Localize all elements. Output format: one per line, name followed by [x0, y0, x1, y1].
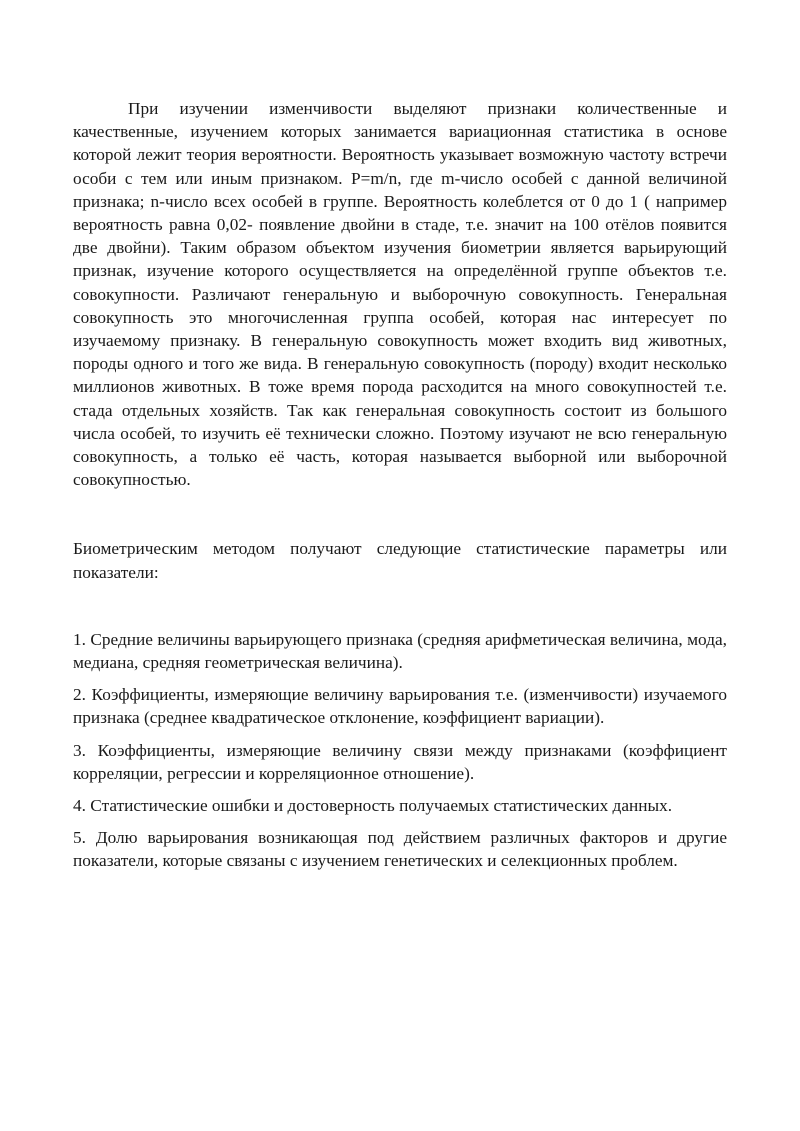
parameters-list [73, 628, 727, 873]
list-item: 1. Средние величины варьирующего признака (средняя арифметическая величина, мода, медиана, средняя геометрическая величина). [73, 629, 727, 673]
list-item: 5. Долю варьирования возникающая под действием различных факторов и другие показатели, которые связаны с изучением генетических и селекционных проблем. [73, 828, 727, 871]
list-item: 4. Статистические ошибки и достоверность получаемых статистических данных. [73, 796, 673, 816]
list-item: 2. Коэффициенты, измеряющие величину варьирования т.е. (изменчивости) изучаемого признака (среднее квадратическое отклонение, коэффициент вариации). [73, 685, 727, 728]
intro-paragraph: Биометрическим методом получают следующие статистические параметры или показатели: [73, 539, 727, 582]
document-page [73, 97, 727, 882]
main-paragraph: При изучении изменчивости выделяют признаки количественные и качественные, изучением которых занимается вариационная статистика в основе которой лежит теория вероятности. Вероятность указывает возможную частоту встречи особи с тем или иным признаком. P=m/n, где m-число особей с данной величиной признака; n-число всех особей в группе. Вероятность колеблется от 0 до 1 ( например вероятность равна 0,02- появление двойни в стаде, т.е. значит на 100 отёлов появится две двойни). Таким образом объектом изучения биометрии является варьирующий признак, изучение которого осуществляется на определённой группе объектов т.е. совокупности. Различают генеральную и выборочную совокупность. Генеральная совокупность это многочисленная группа особей, которая нас интересует по изучаемому признаку. В генеральную совокупность может входить вид животных, породы одного и того же вида. В генеральную совокупность (породу) входит несколько миллионов животных. В тоже время порода расходится на много совокупностей т.е. стада отдельных хозяйств. Так как генеральная совокупность состоит из большого числа особей, то изучить её технически сложно. Поэтому изучают не всю генеральную совокупность, а только её часть, которая называется выборной или выборочной совокупностью. [73, 99, 727, 490]
list-item: 3. Коэффициенты, измеряющие величину связи между признаками (коэффициент корреляции, регрессии и корреляционное отношение). [73, 740, 727, 783]
